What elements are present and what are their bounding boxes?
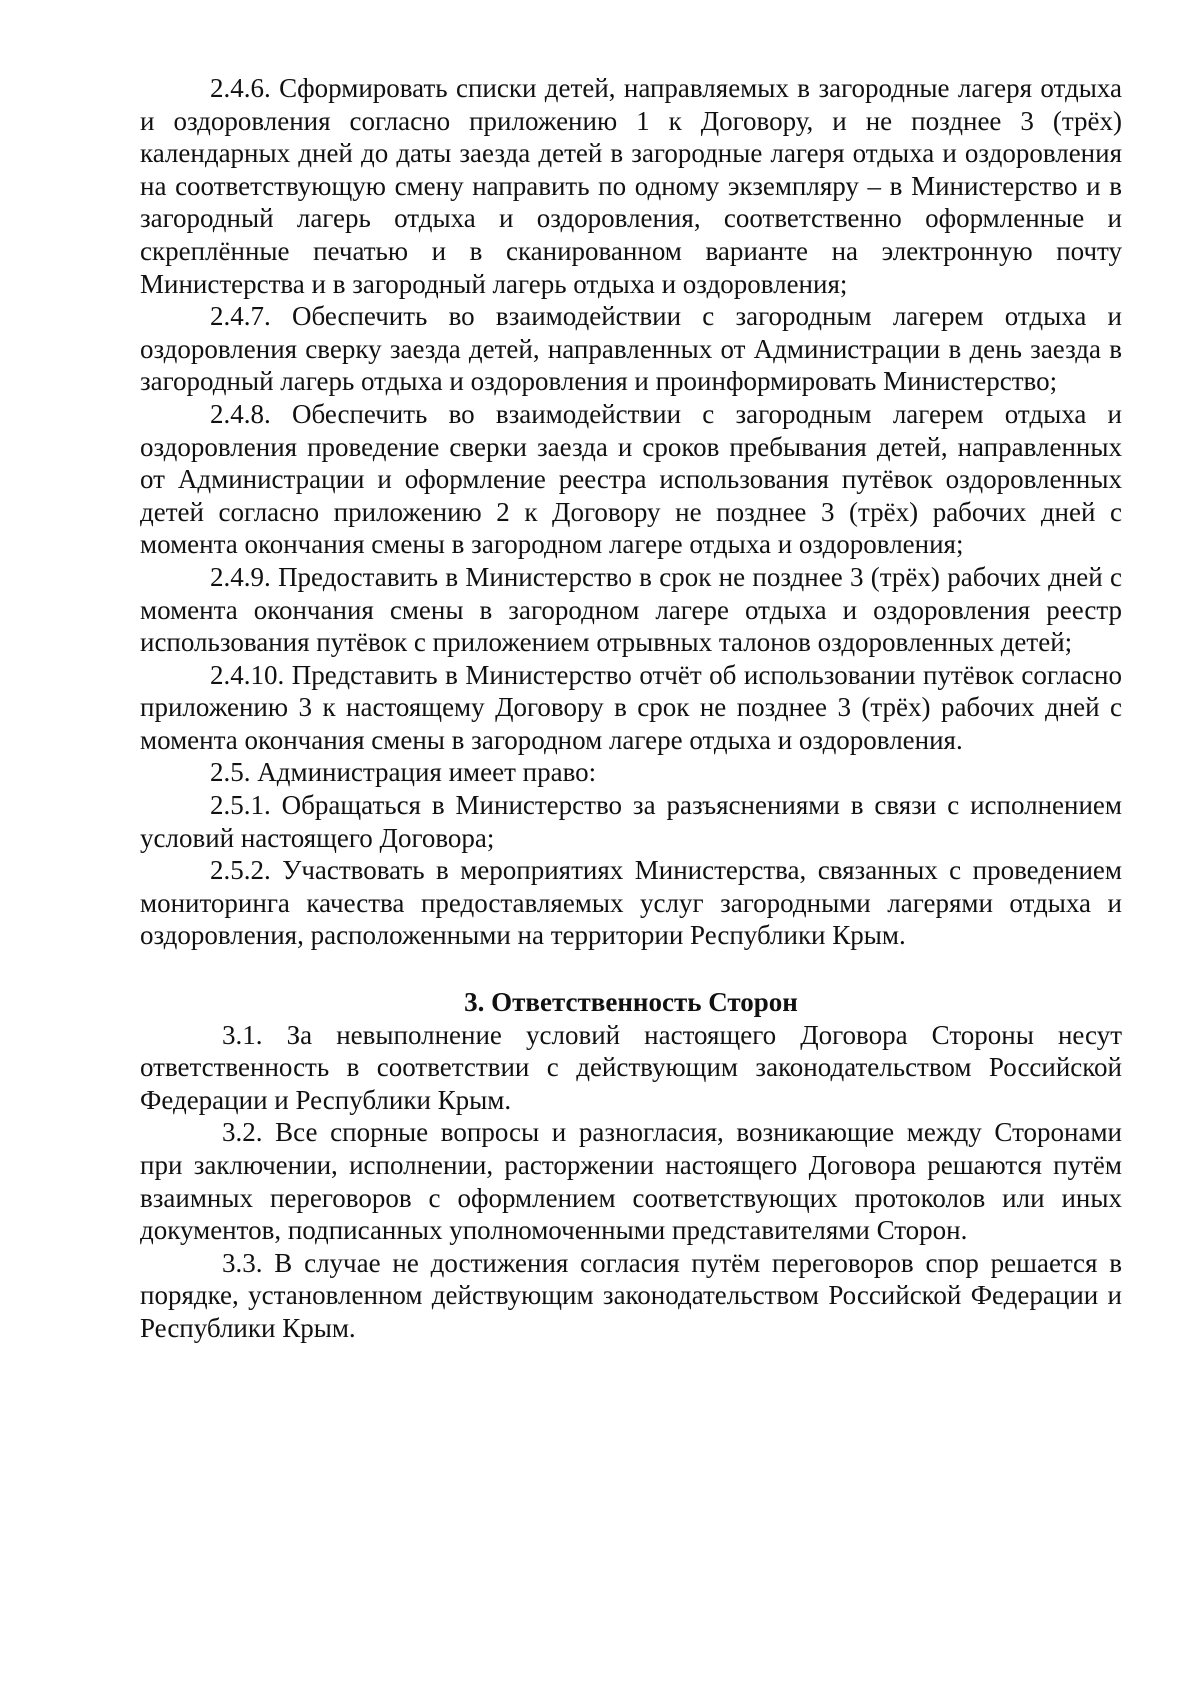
- clause-2-4-9: 2.4.9. Предоставить в Министерство в срок не позднее 3 (трёх) рабочих дней с момента окончания смены в загородном лагере отдыха и оздоровления реестр использования путёвок с приложением отрывных талонов оздоровленных детей;: [140, 561, 1122, 658]
- section-3-heading: 3. Ответственность Сторон: [464, 987, 798, 1018]
- clause-2-5-1: 2.5.1. Обращаться в Министерство за разъяснениями в связи с исполнением условий настоящего Договора;: [140, 790, 1122, 853]
- clause-2-4-8: 2.4.8. Обеспечить во взаимодействии с загородным лагерем отдыха и оздоровления проведение сверки заезда и сроков пребывания детей, направленных от Администрации и оформление реестра использования путёвок оздоровленных детей согласно приложению 2 к Договору не позднее 3 (трёх) рабочих дней с момента окончания смены в загородном лагере отдыха и оздоровления;: [140, 398, 1122, 560]
- document-page: [140, 72, 1122, 1345]
- clause-2-4-6: 2.4.6. Сформировать списки детей, направляемых в загородные лагеря отдыха и оздоровления согласно приложению 1 к Договору, и не позднее 3 (трёх) календарных дней до даты заезда детей в загородные лагеря отдыха и оздоровления на соответствующую смену направить по одному экземпляру – в Министерство и в загородный лагерь отдыха и оздоровления, соответственно оформленные и скреплённые печатью и в сканированном варианте на электронную почту Министерства и в загородный лагерь отдыха и оздоровления;: [140, 73, 1122, 299]
- clause-2-5: 2.5. Администрация имеет право:: [210, 757, 597, 788]
- clause-2-4-7: 2.4.7. Обеспечить во взаимодействии с загородным лагерем отдыха и оздоровления сверку заезда детей, направленных от Администрации в день заезда в загородный лагерь отдыха и оздоровления и проинформировать Министерство;: [140, 301, 1122, 397]
- clause-3-3: 3.3. В случае не достижения согласия путём переговоров спор решается в порядке, установленном действующим законодательством Российской Федерации и Республики Крым.: [140, 1247, 1122, 1343]
- clause-3-2: 3.2. Все спорные вопросы и разногласия, возникающие между Сторонами при заключении, исполнении, расторжении настоящего Договора решаются путём взаимных переговоров с оформлением соответствующих протоколов или иных документов, подписанных уполномоченными представителями Сторон.: [140, 1117, 1122, 1246]
- clause-2-4-10: 2.4.10. Представить в Министерство отчёт об использовании путёвок согласно приложению 3 к настоящему Договору в срок не позднее 3 (трёх) рабочих дней с момента окончания смены в загородном лагере отдыха и оздоровления.: [140, 659, 1122, 755]
- clause-2-5-2: 2.5.2. Участвовать в мероприятиях Министерства, связанных с проведением мониторинга качества предоставляемых услуг загородными лагерями отдыха и оздоровления, расположенными на территории Республики Крым.: [140, 855, 1122, 951]
- clause-3-1: 3.1. За невыполнение условий настоящего Договора Стороны несут ответственность в соответствии с действующим законодательством Российской Федерации и Республики Крым.: [140, 1019, 1122, 1115]
